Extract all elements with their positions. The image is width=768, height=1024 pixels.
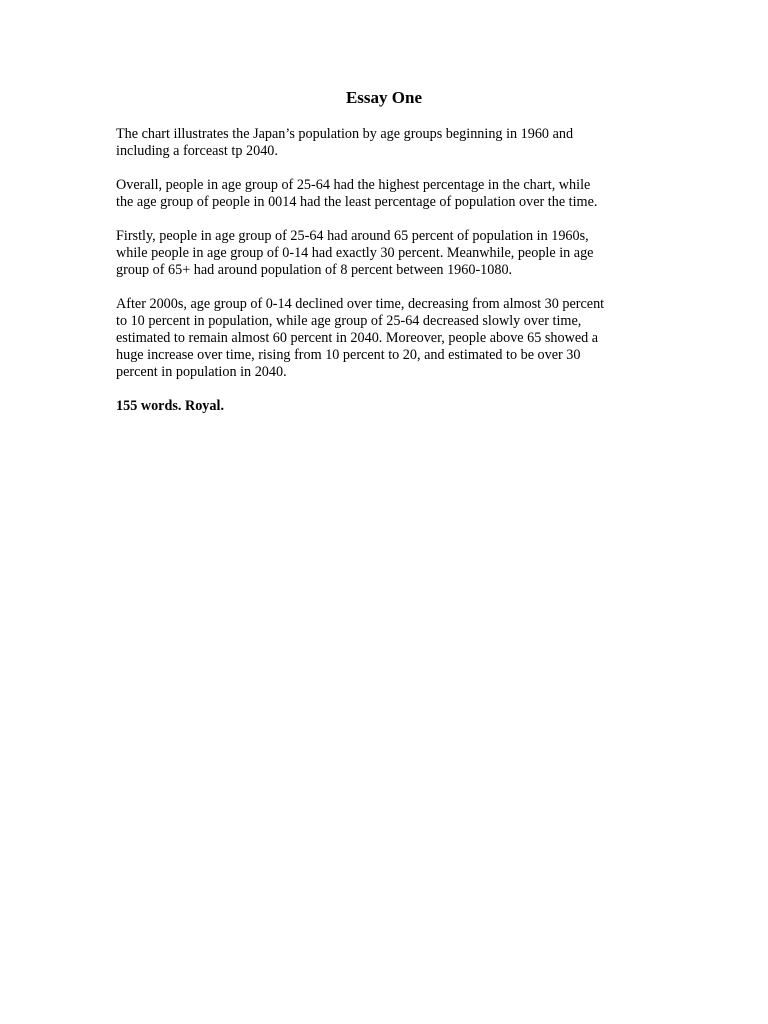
text-line: to 10 percent in population, while age group of 25-64 decreased slowly over time, — [116, 313, 582, 329]
paragraph-intro — [116, 126, 664, 160]
essay-title: Essay One — [345, 88, 423, 107]
text-line: percent in population in 2040. — [116, 364, 287, 380]
text-line: estimated to remain almost 60 percent in 2040. Moreover, people above 65 showed a — [116, 330, 599, 346]
text-line: After 2000s, age group of 0-14 declined over time, decreasing from almost 30 percent — [116, 296, 605, 312]
text-line: including a forceast tp 2040. — [116, 143, 278, 159]
paragraph-overview — [116, 177, 664, 211]
text-line: The chart illustrates the Japan’s population by age groups beginning in 1960 and — [116, 126, 574, 142]
text-line: group of 65+ had around population of 8 percent between 1960-1080. — [116, 262, 513, 278]
paragraph-body-2 — [116, 296, 664, 381]
text-line: huge increase over time, rising from 10 percent to 20, and estimated to be over 30 — [116, 347, 581, 363]
text-line: Overall, people in age group of 25-64 had the highest percentage in the chart, while — [116, 177, 591, 193]
essay-body — [116, 126, 664, 415]
text-line: while people in age group of 0-14 had exactly 30 percent. Meanwhile, people in age — [116, 245, 594, 261]
text-line: Firstly, people in age group of 25-64 had around 65 percent of population in 1960s, — [116, 228, 589, 244]
paragraph-body-1 — [116, 228, 664, 279]
text-line: the age group of people in 0014 had the least percentage of population over the time. — [116, 194, 598, 210]
word-count-signoff: 155 words. Royal. — [116, 398, 224, 414]
